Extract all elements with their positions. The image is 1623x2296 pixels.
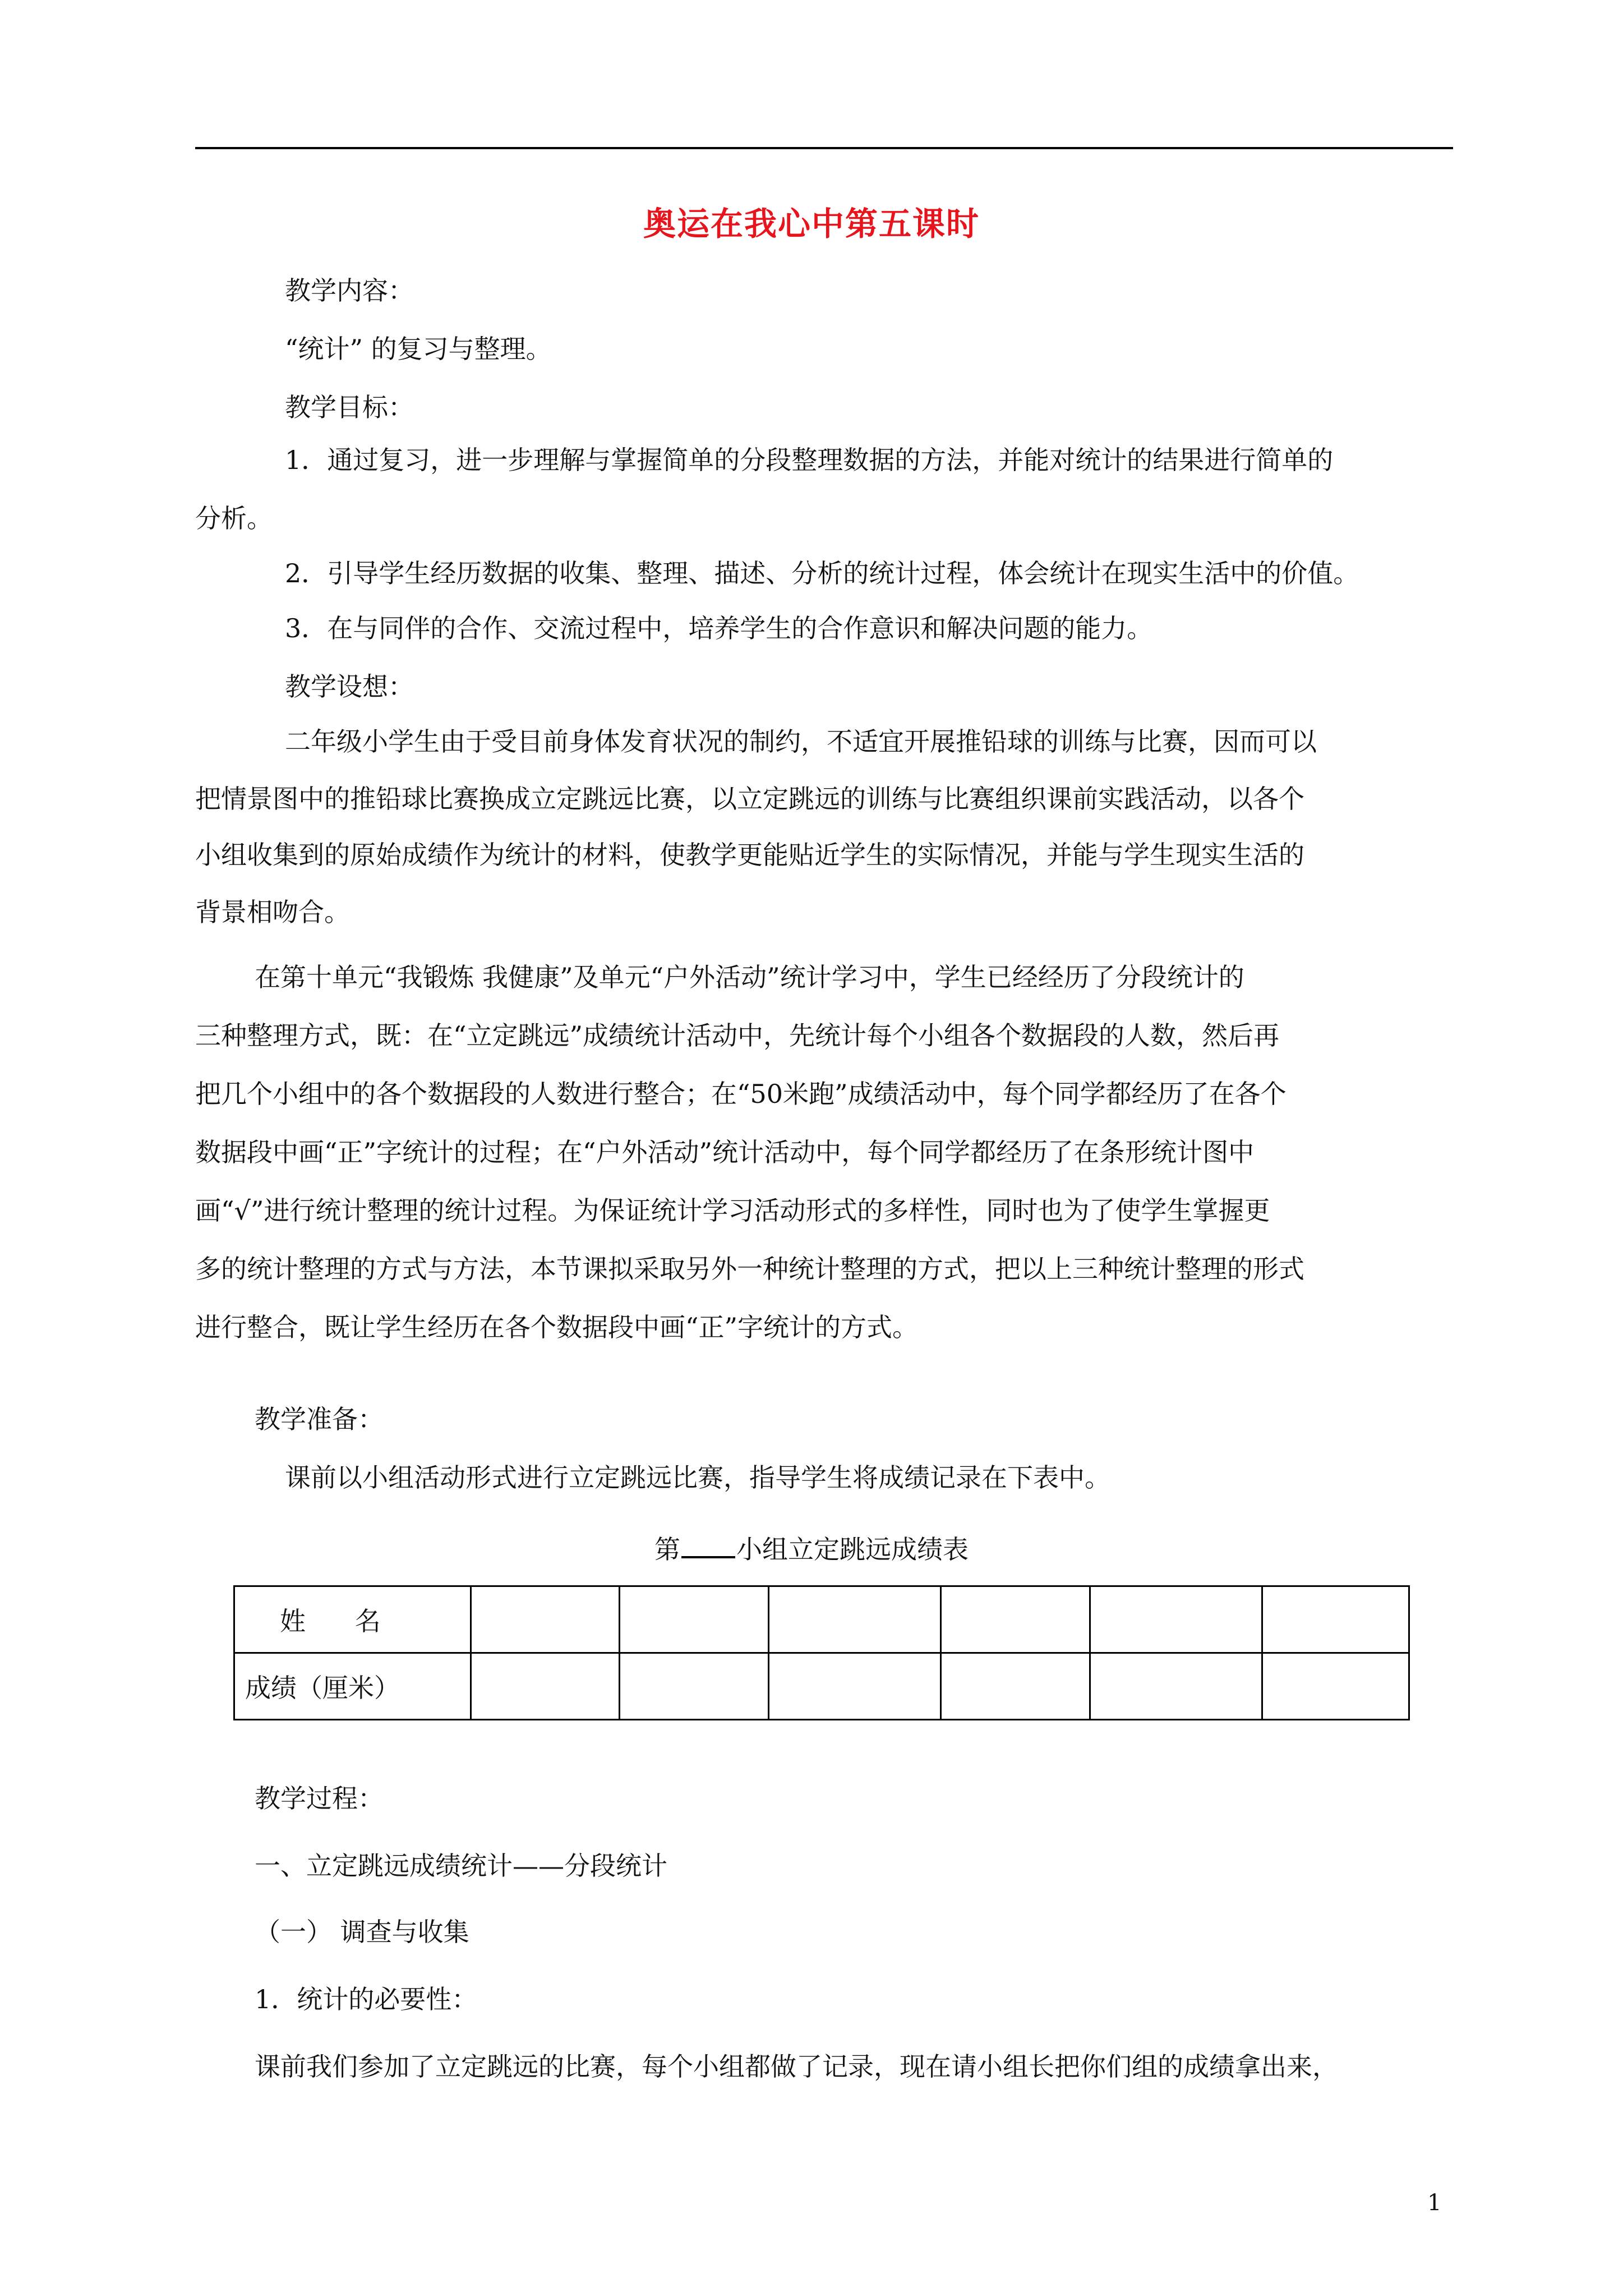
subsection-heading: 1．统计的必要性： <box>255 1984 478 2014</box>
table-row <box>234 1586 1409 1653</box>
paragraph-line: 画“√”进行统计整理的统计过程。为保证统计学习活动形式的多样性，同时也为了使学生掌握更 <box>195 1195 1270 1226</box>
paragraph-line: 2．引导学生经历数据的收集、整理、描述、分析的统计过程，体会统计在现实生活中的价值。 <box>285 558 1359 588</box>
paragraph-line: 课前以小组活动形式进行立定跳远比赛，指导学生将成绩记录在下表中。 <box>285 1462 1110 1493</box>
table-cell <box>1090 1586 1262 1653</box>
table-cell <box>471 1653 620 1720</box>
table-cell <box>1262 1653 1409 1720</box>
subsection-heading: 一、立定跳远成绩统计——分段统计 <box>255 1851 667 1881</box>
subsection-heading: （一） 调查与收集 <box>255 1917 469 1947</box>
page-number: 1 <box>1427 2190 1442 2216</box>
section-heading: 教学过程： <box>255 1783 384 1814</box>
page-title: 奥运在我心中第五课时 <box>643 205 980 243</box>
table-row <box>234 1653 1409 1720</box>
table-cell <box>941 1586 1090 1653</box>
section-heading: 教学目标： <box>285 392 414 422</box>
section-heading: 教学准备： <box>255 1404 384 1434</box>
paragraph-line: “统计” 的复习与整理。 <box>285 334 552 364</box>
paragraph-line: 分析。 <box>195 503 273 533</box>
caption-prefix: 第 <box>654 1534 680 1565</box>
paragraph-line: 把情景图中的推铅球比赛换成立定跳远比赛，以立定跳远的训练与比赛组织课前实践活动，以各个 <box>195 784 1304 814</box>
table-caption <box>0 1529 1623 1566</box>
table-cell <box>768 1653 940 1720</box>
paragraph-line: 进行整合，既让学生经历在各个数据段中画“正”字统计的方式。 <box>195 1312 919 1342</box>
caption-suffix: 小组立定跳远成绩表 <box>736 1534 969 1565</box>
score-table <box>233 1585 1410 1720</box>
table-cell <box>768 1586 940 1653</box>
paragraph-line: 背景相吻合。 <box>195 897 350 927</box>
table-cell <box>471 1586 620 1653</box>
row-label-name: 姓 名 <box>234 1586 471 1653</box>
table-cell <box>620 1653 769 1720</box>
group-number-blank <box>681 1531 735 1558</box>
section-heading: 教学设想： <box>285 671 414 702</box>
table-cell <box>941 1653 1090 1720</box>
table-cell <box>1262 1586 1409 1653</box>
paragraph-line: 数据段中画“正”字统计的过程；在“户外活动”统计活动中，每个同学都经历了在条形统计图中 <box>195 1137 1255 1167</box>
paragraph-line: 小组收集到的原始成绩作为统计的材料，使教学更能贴近学生的实际情况，并能与学生现实生活的 <box>195 840 1304 870</box>
paragraph-line: 二年级小学生由于受目前身体发育状况的制约，不适宜开展推铅球的训练与比赛，因而可以 <box>285 726 1317 757</box>
table-cell <box>620 1586 769 1653</box>
paragraph-line: 三种整理方式，既：在“立定跳远”成绩统计活动中，先统计每个小组各个数据段的人数，然后再 <box>195 1020 1280 1051</box>
paragraph-line: 把几个小组中的各个数据段的人数进行整合；在“50米跑”成绩活动中，每个同学都经历了在各个 <box>195 1079 1287 1109</box>
section-heading: 教学内容： <box>285 275 414 306</box>
paragraph-line: 1．通过复习，进一步理解与掌握简单的分段整理数据的方法，并能对统计的结果进行简单的 <box>285 445 1334 475</box>
paragraph-line: 课前我们参加了立定跳远的比赛，每个小组都做了记录，现在请小组长把你们组的成绩拿出来， <box>255 2051 1338 2082</box>
row-label-score: 成绩（厘米） <box>234 1653 471 1720</box>
paragraph-line: 3．在与同伴的合作、交流过程中，培养学生的合作意识和解决问题的能力。 <box>285 613 1153 643</box>
paragraph-line: 在第十单元“我锻炼 我健康”及单元“户外活动”统计学习中，学生已经经历了分段统计的 <box>255 962 1244 992</box>
paragraph-line: 多的统计整理的方式与方法，本节课拟采取另外一种统计整理的方式，把以上三种统计整理的形式 <box>195 1254 1304 1284</box>
header-rule <box>195 147 1453 149</box>
table-cell <box>1090 1653 1262 1720</box>
